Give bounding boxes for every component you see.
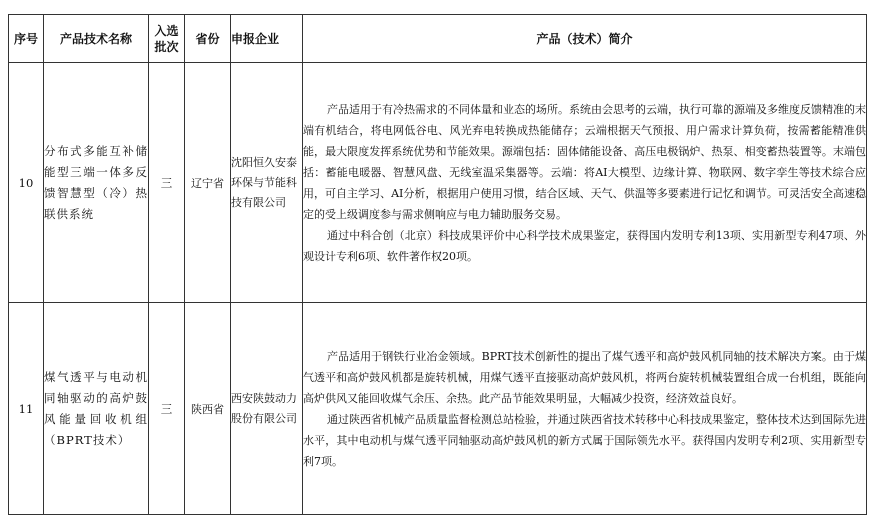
company-name: 沈阳恒久安泰环保与节能科技有限公司 <box>231 63 303 303</box>
row-index: 10 <box>9 63 44 303</box>
intro-paragraph: 通过中科合创（北京）科技成果评价中心科学技术成果鉴定，获得国内发明专利13项、实用新型专利47项、外观设计专利6项、软件著作权20项。 <box>303 228 866 263</box>
product-name: 煤气透平与电动机同轴驱动的高炉鼓风能量回收机组（BPRT技术） <box>44 303 149 515</box>
intro-paragraph: 通过陕西省机械产品质量监督检测总站检验，并通过陕西省技术转移中心科技成果鉴定，整体技术达到国际先进水平，其中电动机与煤气透平同轴驱动高炉鼓风机的新方式属于国际领先水平。获得国内发明专利2项、实用新型专利7项。 <box>303 412 866 468</box>
table-row <box>9 63 867 303</box>
header-batch-line2: 批次 <box>154 39 179 54</box>
company-name: 西安陕鼓动力股份有限公司 <box>231 303 303 515</box>
header-province: 省份 <box>185 15 231 63</box>
product-name: 分布式多能互补储能型三端一体多反馈智慧型（冷）热联供系统 <box>44 63 149 303</box>
product-intro <box>303 303 867 515</box>
header-intro: 产品（技术）简介 <box>303 15 867 63</box>
product-intro <box>303 63 867 303</box>
table-row <box>9 303 867 515</box>
header-name: 产品技术名称 <box>44 15 149 63</box>
header-company: 申报企业 <box>231 15 303 63</box>
header-batch-line1: 入选 <box>154 23 179 38</box>
product-table <box>8 14 867 515</box>
header-index: 序号 <box>9 15 44 63</box>
intro-paragraph: 产品适用于钢铁行业冶金领域。BPRT技术创新性的提出了煤气透平和高炉鼓风机同轴的技术解决方案。由于煤气透平和高炉鼓风机都是旋转机械，用煤气透平直接驱动高炉鼓风机，将两台旋转机械装置组合成一台机组，既能向高炉供风又能回收煤气余压、余热。此产品节能效果明显，大幅减少投资，经济效益良好。 <box>303 349 866 405</box>
batch-value: 三 <box>149 303 185 515</box>
intro-paragraph: 产品适用于有冷热需求的不同体量和业态的场所。系统由会思考的云端，执行可靠的源端及多维度反馈精准的末端有机结合，将电网低谷电、风光弃电转换成热能储存；云端根据天气预报、用户需求计算负荷，按需蓄能精准供能，最大限度发挥系统优势和节能效果。源端包括：固体储能设备、高压电极锅炉、热泵、相变蓄热装置等。末端包括：蓄能电暖器、智慧风盘、无线室温采集器等。云端：将AI大模型、边缘计算、物联网、数字孪生等技术综合应用，可自主学习、AI分析，根据用户使用习惯，结合区域、天气、供温等多要素进行记忆和调节。可灵活安全高速稳定的受上级调度参与需求侧响应与电力辅助服务交易。 <box>303 102 866 221</box>
province-value: 陕西省 <box>185 303 231 515</box>
row-index: 11 <box>9 303 44 515</box>
header-batch <box>149 15 185 63</box>
table-header-row <box>9 15 867 63</box>
province-value: 辽宁省 <box>185 63 231 303</box>
batch-value: 三 <box>149 63 185 303</box>
